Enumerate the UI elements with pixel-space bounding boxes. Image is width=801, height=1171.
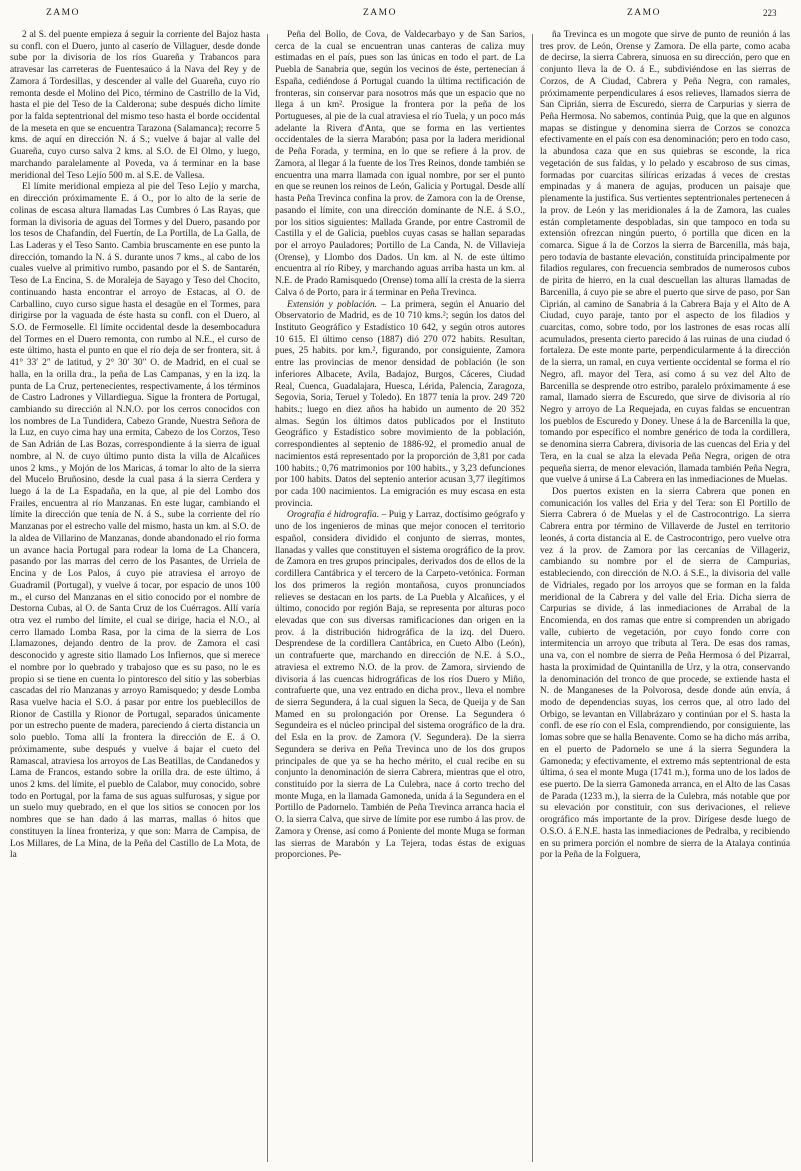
text-column-3 (540, 30, 790, 1164)
text-column-2 (275, 30, 525, 1164)
paragraph: El límite meridional empieza al pie del Teso Lejío y marcha, en dirección próximamente E. á O., por lo alto de la serie de colinas de escasa altura llamadas Las Cumbres ó Las Rayas, que forman la divisoria de aguas del Tormes y del Duero, pasando por los tesos de Chafandín, del Fuertín, de La Portilla, de La Galla, de Las Laderas y el Teso Santo. Cambia bruscamente en ese punto la dirección, tomando la N. á S. durante unos 7 kms., al cabo de los cuales vuelve al primitivo rumbo, pasando por el S. de Santarén, Teso de La Encina, S. de Moraleja de Sayago y Teso del Chocito, continuando hasta encontrar el arroyo de Estacas, al O. de Carballino, cuyo curso sigue hasta el desagüe en el Tormes, para dirigirse por la vaguada de éste hasta su confl. con el Duero, al S.O. de Fermoselle. El límite occidental desde la desembocadura del Tormes en el Duero remonta, con rumbo al N.E., el curso de este último, hasta el punto en que el río deja de ser frontera, sit. á 41° 33′ 2″ de latitud, y 2° 30′ 30″ O. de Madrid, en el cual se halla, en la orilla dra., la peña de Las Campanas, y en la izq. la punta de La Cruz, pertenecientes, respectivamente, á los términos de Castro Ladrones y Villardiegua. Sigue la frontera de Portugal, cambiando su dirección al N.N.O. por los cerros conocidos con los nombres de La Tundidera, Cabezo Grande, Nuestra Señora de la Luz, en cuyo cima hay una ermita, Cabezo de los Corzos, Teso de San Adrián de Las Bozas, correspondiente á la sierra de igual nombre, al N. de cuyo último punto dista la villa de Alcañices unos 2 kms., y Mojón de los Maricas, á tomar lo alto de la sierra del Mucelo Bruñosino, desde la cual pasa á la sierra Cerdera y luego á la de La Espadaña, en la que, al pie del Lombo dos Frailes, encuentra al río Manzanas. En este lugar, cambiando el límite la dirección que tenía de N. á S., sube la corriente del río Manzanas por el estrecho valle del mismo, hasta un km. al S.O. de la aldea de Villarino de Manzanas, donde abandonado el río forma un avance hacia Portugal para rodear la loma de La Chancera, pasando por las marras del cerro de los Pasantes, de Urriela de Encina y de Los Palos, á cuyo pie atraviesa el arroyo de Guadramil (Portugal), y vuelve á tocar, por espacio de unos 100 m., el curso del Manzanas en el sitio conocido por el nombre de Destorna Cubas, al O. de Santa Cruz de los Cuérragos. Allí varía otra vez el rumbo del límite, el cual se dirige, hacia el N.O., al cerro llamado Lomba Rasa, por la cima de la sierra de Los Llamazones, dejando dentro de la prov. de Zamora el casi desconocido y agreste sitio llamado Los Infiernos, que si merece el nombre por lo quebrado y trabajoso que es su paso, no le es propio si se tiene en cuenta lo pintoresco del sitio y las soberbias cascadas del río Manzanas y arroyo Ramisquedo; y desde Lomba Rasa vuelve hacia el S.O. á pasar por entre los pueblecillos de Rionor de Castilla y Rionor de Portugal, separados únicamente por un estrecho puente de madera, pareciendo á cierta distancia un solo pueblo. Toma allí la frontera la dirección de E. á O. próximamente, sube después y vuelve á bajar el cueto del Ramascal, atraviesa los arroyos de Las Beatillas, de Candanedos y Lama de Francos, estando sobre la orilla dra. de este último, á unos 2 kms. del límite, el pueblo de Calabor, muy conocido, sobre todo en Portugal, por la fama de sus aguas sulfurosas, y sigue por un suelo muy quebrado, en el que los sitios se conocen por los nombres que se han dado á las marras, mallas ó hitos que constituyen la línea fronteriza, y que son: Marra de Campisa, de Los Millares, de La Mina, de la Peña del Castillo de La Mota, de la (10, 182, 260, 861)
header-left-word: ZAMO (46, 8, 80, 18)
header-right-word: ZAMO (627, 8, 661, 18)
paragraph (275, 510, 525, 862)
paragraph: Dos puertos existen en la sierra Cabrera que ponen en comunicación los valles del Eria y del Tera: son El Portillo de Sierra Cabrera ó de Muelas y el de Castrocontrigo. La sierra Cabrera entra por término de Villaverde de Justel en territorio leonés, á corta distancia al E. de Castrocontrigo, pero vuelve otra vez á la prov. de Zamora por las cercanías de Villageriz, cambiando su nombre por el de sierra de Campurias, estableciendo, con dirección de N.O. á S.E., la divisoria del valle de Vidriales, regado por los arroyos que se forman en la falda meridional de la Cabrera y del valle del Eria. Dicha sierra de Carpurias se divide, á las inmediaciones de Arrabal de la Encomienda, en dos ramas que entre sí comprenden un abrigado valle, cubierto de vegetación, por cuyo fondo corre con intermitencia un arroyo que tributa al Tera. De esas dos ramas, una va, con el nombre de sierra de Peña Hermosa ó del Pizarral, hasta la proximidad de Quintanilla de Urz, y la otra, conservando la denominación del tronco de que procede, se extiende hasta el N. de Manganeses de la Polvorosa, desde donde aún envía, á modo de dependencias suyas, los cerros que, al otro lado del Orbigo, se levantan en Villabrázaro y continúan por el S. hasta la confl. de ese río con el Esla, comprendiendo, por consiguiente, las lomas sobre que se halla Benavente. Como se ha dicho más arriba, en el puerto de Padornelo se une á la sierra Segundera la Gamoneda; y efectivamente, el extremo más septentrional de esta última, ó sea el monte Muga (1741 m.), forma uno de los lados de ese puerto. De la sierra Gamoneda arranca, en el Alto de las Casas de Parada (1233 m.), la sierra de la Culebra, más notable que por su elevación por constituir, con sus derivaciones, el relieve orográfico más importante de la prov. Dirígese desde luego de O.S.O. á E.N.E. hasta las inmediaciones de Pedralba, y recibiendo en su primera porción el nombre de sierra de la Atalaya continúa por la Peña de la Folguera, (540, 487, 790, 861)
section-body: – La primera, según el Anuario del Observatorio de Madrid, es de 10 710 kms.²; según los datos del Instituto Geográfico y Estadístico 10 642, y según otros autores 10 615. El último censo (1887) dió 270 072 habits. Resultan, pues, 25 habits. por km.², figurando, por consiguiente, Zamora entre las provincias de menor densidad de población (le son inferiores Albacete, Avila, Badajoz, Burgos, Cáceres, Ciudad Real, Cuenca, Guadalajara, Huesca, Lérida, Palencia, Zaragoza, Segovia, Soria, Teruel y Toledo). En 1877 tenía la prov. 249 720 habits.; luego en diez años ha habido un aumento de 20 352 almas. Según los últimos datos publicados por el Instituto Geográfico y Estadístico sobre movimiento de la población, correspondientes al septenio de 1886-92, el promedio anual de nacimientos está representado por la proporción de 3,81 por cada 100 habits.; 0,76 matrimonios por 100 habits., y 3,23 defunciones por 100 habits. Datos del septenio anterior acusan 3,77 ilegítimos por cada 100 nacimientos. La emigración es muy escasa en esta provincia. (275, 299, 525, 509)
paragraph (275, 300, 525, 511)
section-body: – Puig y Larraz, doctísimo geógrafo y uno de los ingenieros de minas que mejor conocen el territorio español, considera dividido el conjunto de sierras, montes, llanadas y valles que constituyen el sistema orográfico de la prov. de Zamora en tres grupos principales, derivados dos de ellos de la cordillera Cantábrica y el tercero de la Carpeto-vetónica. Forman los dos primeros la región montañosa, cuyos pronunciados relieves se destacan en los parts. de La Puebla y Alcañices, y el último, conocido por región Baja, se representa por alturas poco elevadas que con sus diversas ramificaciones dan origen en la prov. á la distribución hidrográfica de la izq. del Duero. Desprendese de la cordillera Cantábrica, en Cueto Albo (León), un contrafuerte que, marchando en dirección de N.E. á S.O., atraviesa el extremo N.O. de la prov. de Zamora, sirviendo de divisoria á las cuencas hidrográficas de los ríos Duero y Miño, contrafuerte que, una vez entrado en dicha prov., lleva el nombre de sierra Segundera, á la cual siguen la Seca, de Queija y de San Mamed en su prolongación por Orense. La Segundera ó Segundeira es el núcleo principal del sistema orográfico de la dra. del Esla en la prov. de Zamora (V. Segundera). De la sierra Segundera se deriva en Peña Trevinca uno de los dos grupos principales de que ya se ha hecho mérito, el cual recibe en su conjunto la denominación de sierra Cabrera, mientras que el otro, constituído por la sierra de La Culebra, nace á corto trecho del monte Muga, en la llamada Gamoneda, unida á la Segundera en el Portillo de Padornelo. También de Peña Trevinca arranca hacia el O. la sierra Calva, que sirve de límite por ese rumbo á las prov. de Zamora y Orense, así como á Poniente del monte Muga se forman las sierras de Marabón y La Tejera, todas éstas de exiguas proporciones. Pe- (275, 510, 525, 861)
page-number: 223 (763, 8, 777, 18)
paragraph: Peña del Bollo, de Cova, de Valdecarbayo y de San Sarios, cerca de la cual se encuentran unas canteras de caliza muy estimadas en el país, pues son las únicas en todo el part. de La Puebla de Sanabria que, según los vecinos de éste, pertenecían á España, cediéndose á Portugal cuando la última rectificación de fronteras, sin conservar para nosotros más que un espacio que no llega á un km². Prosigue la frontera por la peña de los Portugueses, al pie de la cual atraviesa el río Tuela, y un poco más adelante la Rivera d'Anta, que se forma en las vertientes occidentales de la sierra Marabón; pasa por la ladera meridional de Peña Forada, y termina, en lo que se refiere á la prov. de Zamora, al llegar á la fuente de los Tres Reinos, donde también se encuentra una marra llamada con igual nombre, por ser el punto en que se reunen los reinos de León, Galicia y Portugal. Desde allí hasta Peña Trevinca confina la prov. de Zamora con la de Orense, pasando el límite, con una dirección dominante de N.E. á S.O., por los sitios siguientes: Mallada Grande, por entre Castromil de Castilla y el de Galicia, pueblos cuyas casas se hallan separadas por el arroyo Pauladores; Portillo de La Canda, N. de Villavieja (Orense), y Llombo dos Dados. Un km. al N. de este último encuentra al río Ribey, y marchando aguas arriba hasta un km. al N.E. de Prado Ramisquedo (Orense) toma allí la cresta de la sierra Calva ó de Porto, para ir á terminar en Peña Trevinca. (275, 30, 525, 298)
column-divider-2 (532, 34, 533, 1162)
text-column-1 (10, 30, 260, 1164)
paragraph: 2 al S. del puente empieza á seguir la corriente del Bajoz hasta su confl. con el Duero, junto al caserío de Villaguer, desde donde sube por la divisoria de los ríos Guareña y Trabancos para atravesar las carreteras de Fuentesaúco á la Nava del Rey y de Zamora á Tordesillas, y descender al valle del Guareña, cuyo río remonta desde el Molino del Pico, término de Castrillo de la Vid, hasta el pie del Teso de la Calderona; sube después dicho límite por la falda septentrional del mismo teso hasta el borde occidental de la meseta en que se encuentra Tarazona (Salamanca); recorre 5 kms. de aquí en dirección N. á S.; vuelve á bajar al valle del Guareña, cuyo curso salva 2 kms. al S.O. de El Olmo, y luego, marchando paralelamente al Poveda, va á terminar en la base meridional del Teso Lejío 500 m. al S.E. de Vallesa. (10, 30, 260, 181)
column-divider-1 (267, 34, 268, 1162)
section-title: Orografía é hidrografía. (287, 510, 380, 521)
section-title: Extensión y población. (287, 299, 378, 310)
running-header (0, 8, 801, 26)
paragraph: ña Trevinca es un mogote que sirve de punto de reunión á las tres prov. de León, Orense y Zamora. De ella parte, como acaba de decirse, la sierra Cabrera, sinuosa en su dirección, pero que en conjunto lleva la de O. á E., subdiviéndose en las sierras de Corzos, de A Ciudad, Cabrera y Peña Negra, con ramales, próximamente perpendiculares á esos relieves, llamados sierra de San Ciprián, sierra de Escuredo, sierra de Carpurias y sierra de Peña Hermosa. No sabemos, continúa Puig, que la que en algunos mapas se distingue y denomina sierra de Corzos se conozca efectivamente en el país con esa denominación; pero en todo caso, la abundosa caza que en sus quiebras se esconde, la rica vegetación de sus faldas, y lo pelado y escabroso de sus cimas, formadas por cuarcitas silíricas erizadas á veces de crestas empinadas y á manera de agujas, producen un paisaje que plenamente la justifica. Sus vertientes septentrionales pertenecen á la prov. de León y las meridionales á la de Zamora, las cuales están completamente despobladas, sin que tampoco en toda su extensión ofrezcan ningún puerto, ó portilla que dicen en la comarca. Sigue á la de Corzos la sierra de Barcenilla, más baja, pero todavía de bastante elevación, constituída principalmente por filadios regulares, con frecuencia sembrados de numerosos cubos de pirita de hierro, en la cual descuellan las alturas llamadas de Barcenilla, á cuyo pie se abre el puerto que sirve de paso, por San Ciprián, al camino de Sanabria á la Cabrera Baja y el Alto de A Ciudad, cuyo paraje, tanto por el aspecto de los filadios y cuarcitas, como, sobre todo, por los lastrones de esas rocas allí acumulados, presenta cierto parecido á las ruinas de una ciudad ó fortaleza. De este monte parte, perpendicularmente á la dirección de la sierra, un ramal, en cuya vertiente occidental se forma el río Negro, afl. mayor del Tera, así como á su vez del Alto de Barcenilla se desprende otro estribo, paralelo próximamente á ese ramal, llamado sierra de Escuredo, que sirve de divisoria al río Negro y arroyo de La Requejada, en cuyas faldas se encuentran los pueblos de Escuredo y Doney. Unese á la de Barcenilla la que, tomando por específico el nombre genérico de toda la cordillera, se denomina sierra Cabrera, divisoria de las cuencas del Eria y del Tera, en la cual se alza la elevada Peña Negra, origen de otra pequeña sierra, de menor elevación, llamada también Peña Negra, que vuelve á unirse á La Cabrera en las inmediaciones de Muelas. (540, 30, 790, 486)
header-center-word: ZAMO (363, 8, 397, 18)
